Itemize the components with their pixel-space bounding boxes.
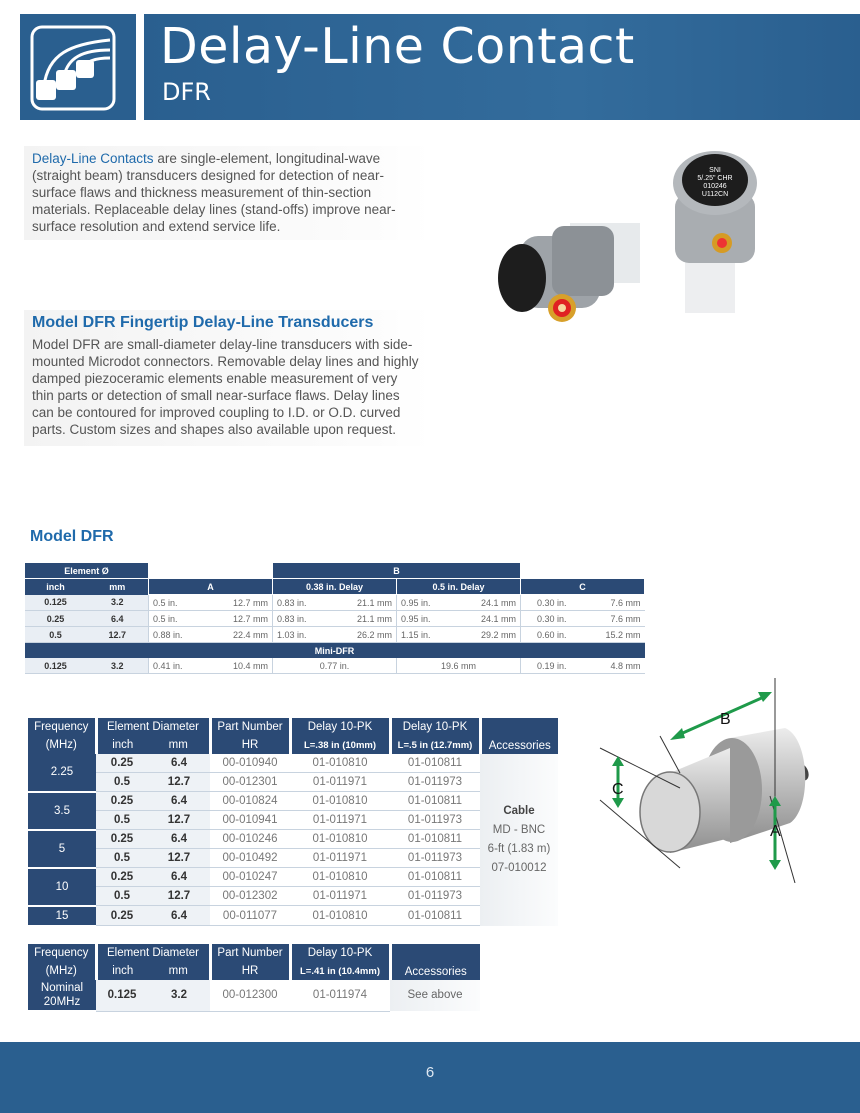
dim-cell: 29.2 mm: [459, 627, 521, 643]
inch-cell: 0.5: [96, 773, 148, 792]
dim-cell: 7.6 mm: [583, 595, 645, 611]
delay2-header: Delay 10-PK: [390, 718, 480, 736]
model-box: [24, 310, 430, 446]
delay2-cell: 01-010811: [390, 868, 480, 887]
delay1-sub-header: L=.41 in (10.4mm): [290, 962, 390, 980]
delay1-sub-header: L=.38 in (10mm): [290, 736, 390, 754]
mm-cell: 6.4: [148, 830, 210, 849]
dim-cell: 24.1 mm: [459, 611, 521, 627]
freq-unit-header: (MHz): [28, 736, 96, 754]
mm-cell: 12.7: [148, 887, 210, 906]
freq-unit-header: (MHz): [28, 962, 96, 980]
dim-cell: 6.4: [87, 611, 149, 627]
inch-cell: 0.25: [96, 906, 148, 926]
photo-label-2: 5/.25" CHR: [697, 175, 733, 182]
dim-row-mini: [25, 658, 645, 674]
acc-title: Cable: [503, 804, 535, 817]
inch-header: inch: [25, 579, 87, 595]
part-number-cell: 00-010824: [210, 792, 290, 811]
delay2-sub-header: L=.5 in (12.7mm): [390, 736, 480, 754]
dim-cell: 0.95 in.: [397, 595, 459, 611]
delay1-cell: 01-010810: [290, 830, 390, 849]
freq-line-1: Nominal: [40, 982, 84, 994]
table-row: [28, 849, 558, 868]
freq-line-2: 20MHz: [43, 996, 81, 1008]
part-number-cell: 00-012302: [210, 887, 290, 906]
table-row: [28, 754, 558, 773]
freq-cell: 10: [28, 868, 96, 906]
part-number-cell: 00-010246: [210, 830, 290, 849]
delay2-cell: 01-010811: [390, 792, 480, 811]
delay2-cell: 01-011973: [390, 849, 480, 868]
delay2-cell: 01-011973: [390, 887, 480, 906]
table-row: [28, 906, 558, 926]
inch-cell: 0.25: [96, 754, 148, 773]
table-row: [28, 792, 558, 811]
part-number-header: Part Number: [210, 944, 290, 962]
dim-cell: 26.2 mm: [335, 627, 397, 643]
dim-cell: 4.8 mm: [583, 658, 645, 674]
table-row: [28, 980, 480, 1011]
inch-cell: 0.25: [96, 830, 148, 849]
dim-cell: 0.30 in.: [521, 595, 583, 611]
part-number-cell: 00-010940: [210, 754, 290, 773]
page-number: 6: [425, 1064, 435, 1081]
table-row: [28, 830, 558, 849]
delay2-cell: 01-010811: [390, 906, 480, 926]
dim-cell: 0.41 in.: [149, 658, 211, 674]
dim-cell: 12.7 mm: [211, 611, 273, 627]
inch-cell: 0.5: [96, 849, 148, 868]
freq-cell: 2.25: [28, 754, 96, 792]
mm-cell: 3.2: [148, 980, 210, 1011]
delay1-cell: 01-011971: [290, 849, 390, 868]
dim-cell: 19.6 mm: [397, 658, 521, 674]
photo-label-4: U112CN: [701, 191, 729, 198]
model-section-title: Model DFR Fingertip Delay-Line Transducers: [32, 314, 374, 331]
freq-cell: 3.5: [28, 792, 96, 830]
dim-cell: 10.4 mm: [211, 658, 273, 674]
part-number-cell: 00-010492: [210, 849, 290, 868]
mm-header: mm: [87, 579, 149, 595]
dim-cell: 15.2 mm: [583, 627, 645, 643]
accessories-header: Accessories: [390, 944, 480, 980]
delay2-cell: 01-010811: [390, 754, 480, 773]
part-number-cell: 00-010247: [210, 868, 290, 887]
mini-dfr-header: Mini-DFR: [25, 643, 645, 659]
delay1-header: Delay 10-PK: [290, 944, 390, 962]
freq-header: Frequency: [28, 718, 96, 736]
dim-cell: 0.125: [25, 595, 87, 611]
photo-label-1: SNI: [709, 167, 721, 174]
delay1-cell: 01-010810: [290, 792, 390, 811]
dim-cell: 0.5: [25, 627, 87, 643]
dim-cell: 24.1 mm: [459, 595, 521, 611]
dim-cell: 1.03 in.: [273, 627, 335, 643]
inch-cell: 0.5: [96, 887, 148, 906]
freq-cell: 5: [28, 830, 96, 868]
inch-cell: 0.25: [96, 868, 148, 887]
dim-cell: 21.1 mm: [335, 595, 397, 611]
dim-cell: 0.83 in.: [273, 595, 335, 611]
c-header: C: [521, 579, 645, 595]
mm-cell: 6.4: [148, 792, 210, 811]
elem-diam-header: Element Diameter: [96, 944, 210, 962]
part-number-cell: 00-012301: [210, 773, 290, 792]
intro-box: [24, 146, 430, 240]
accessories-cell: See above: [390, 980, 480, 1011]
photo-label-3: 010246: [703, 183, 727, 190]
delay1-cell: 01-011971: [290, 773, 390, 792]
mm-cell: 6.4: [148, 868, 210, 887]
delay1-cell: 01-011974: [290, 980, 390, 1011]
dim-cell: 1.15 in.: [397, 627, 459, 643]
acc-line-2: 6-ft (1.83 m): [487, 842, 551, 855]
delay2-cell: 01-010811: [390, 830, 480, 849]
inch-header: inch: [96, 962, 148, 980]
mm-cell: 6.4: [148, 906, 210, 926]
hr-header: HR: [210, 736, 290, 754]
b1-header: 0.38 in. Delay: [273, 579, 397, 595]
header-icon-panel: [20, 14, 136, 120]
inch-cell: 0.125: [96, 980, 148, 1011]
mm-cell: 12.7: [148, 849, 210, 868]
freq-cell: 15: [28, 906, 96, 926]
dim-cell: 0.125: [25, 658, 87, 674]
dim-cell: 7.6 mm: [583, 611, 645, 627]
spec-table: [28, 718, 558, 927]
delay2-cell: 01-011973: [390, 811, 480, 830]
dim-cell: 0.95 in.: [397, 611, 459, 627]
dim-cell: 3.2: [87, 658, 149, 674]
dim-label-b: B: [720, 711, 731, 728]
dim-cell: 12.7: [87, 627, 149, 643]
dim-cell: 22.4 mm: [211, 627, 273, 643]
page-title: Delay-Line Contact: [160, 18, 635, 75]
dimension-table: [24, 562, 645, 674]
dim-row-3: [25, 627, 645, 643]
dim-cell: 0.19 in.: [521, 658, 583, 674]
delay1-header: Delay 10-PK: [290, 718, 390, 736]
dim-cell: 0.60 in.: [521, 627, 583, 643]
intro-text: are single-element, longitudinal-wave (straight beam) transducers designed for detection of near-surface flaws and thickness measurement of thin-section materials. Replaceable delay lines (stand-offs) improve near-surface resolution and extend service life.: [32, 151, 396, 234]
inch-cell: 0.5: [96, 811, 148, 830]
part-number-cell: 00-011077: [210, 906, 290, 926]
part-number-cell: 00-012300: [210, 980, 290, 1011]
table-row: [28, 887, 558, 906]
mm-header: mm: [148, 962, 210, 980]
page-subtitle: DFR: [162, 78, 211, 106]
delay1-cell: 01-011971: [290, 811, 390, 830]
dim-cell: 21.1 mm: [335, 611, 397, 627]
intro-highlight: Delay-Line Contacts: [32, 151, 154, 166]
dimension-diagram: [590, 678, 820, 883]
transducer-cables-icon: [20, 14, 136, 120]
dim-label-a: A: [770, 823, 781, 840]
hr-header: HR: [210, 962, 290, 980]
delay1-cell: 01-011971: [290, 887, 390, 906]
acc-line-3: 07-010012: [491, 861, 547, 874]
delay2-cell: 01-011973: [390, 773, 480, 792]
part-number-cell: 00-010941: [210, 811, 290, 830]
spec-table-mini: [28, 944, 480, 1012]
delay1-cell: 01-010810: [290, 868, 390, 887]
dim-cell: 0.83 in.: [273, 611, 335, 627]
intro-paragraph: [32, 150, 422, 235]
product-photo: [490, 148, 790, 353]
dim-cell: 12.7 mm: [211, 595, 273, 611]
accessories-cell: [480, 754, 558, 926]
dim-cell: 3.2: [87, 595, 149, 611]
dim-cell: 0.77 in.: [273, 658, 397, 674]
table-row: [28, 773, 558, 792]
freq-header: Frequency: [28, 944, 96, 962]
dim-row-2: [25, 611, 645, 627]
dim-row-1: [25, 595, 645, 611]
inch-cell: 0.25: [96, 792, 148, 811]
table-row: [28, 811, 558, 830]
accessories-header: Accessories: [480, 718, 558, 754]
element-diameter-header: Element Ø: [25, 563, 149, 579]
mm-header: mm: [148, 736, 210, 754]
dim-cell: 0.88 in.: [149, 627, 211, 643]
delay1-cell: 01-010810: [290, 906, 390, 926]
b-header: B: [273, 563, 521, 579]
mm-cell: 12.7: [148, 773, 210, 792]
dim-cell: 0.5 in.: [149, 595, 211, 611]
dim-cell: 0.25: [25, 611, 87, 627]
a-header: A: [149, 579, 273, 595]
dim-label-c: C: [612, 781, 624, 798]
table-row: [28, 868, 558, 887]
elem-diam-header: Element Diameter: [96, 718, 210, 736]
part-number-header: Part Number: [210, 718, 290, 736]
delay1-cell: 01-010810: [290, 754, 390, 773]
dim-cell: 0.5 in.: [149, 611, 211, 627]
mm-cell: 6.4: [148, 754, 210, 773]
dim-cell: 0.30 in.: [521, 611, 583, 627]
acc-line-1: MD - BNC: [492, 823, 546, 836]
freq-cell: [28, 980, 96, 1011]
model-section-text: Model DFR are small-diameter delay-line transducers with side-mounted Microdot connectors. Removable delay lines and highly damped piezoceramic elements enable measurement of very thin parts or detection of small near-surface flaws. Delay lines can be contoured for improved coupling to I.D. or O.D. curved parts. Custom sizes and shapes also available upon request.: [32, 337, 419, 437]
b2-header: 0.5 in. Delay: [397, 579, 521, 595]
dfr-table-title: Model DFR: [30, 528, 114, 545]
mm-cell: 12.7: [148, 811, 210, 830]
inch-header: inch: [96, 736, 148, 754]
